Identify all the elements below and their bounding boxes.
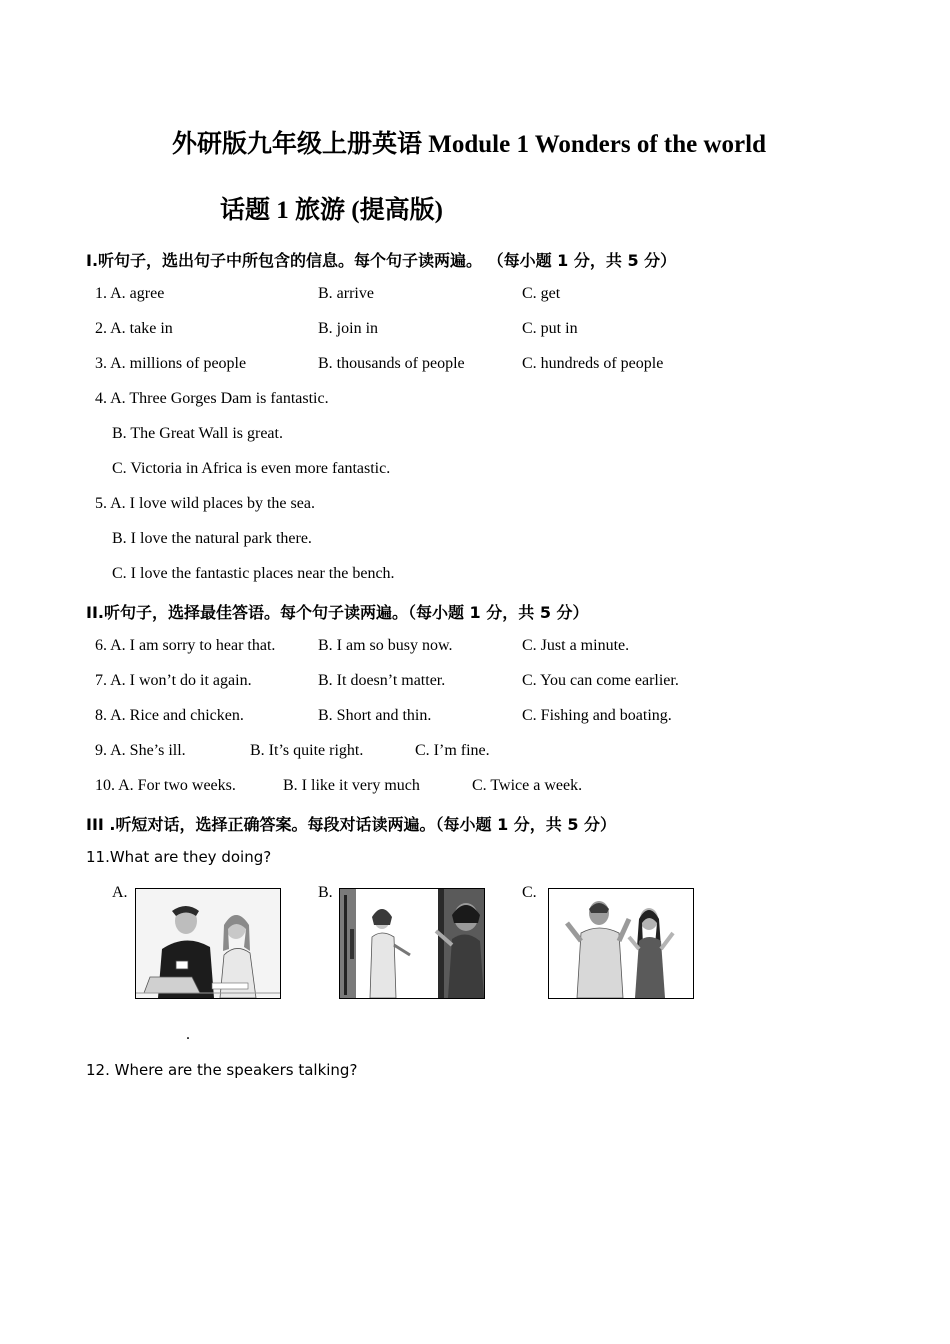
q1-option-c: C. get [522, 285, 561, 302]
q4-option-c: C. Victoria in Africa is even more fantastic. [112, 460, 391, 477]
title-line-2: 话题 1 旅游 (提高版) [220, 197, 443, 224]
q5-option-b: B. I love the natural park there. [112, 530, 312, 547]
q3-option-b: B. thousands of people [318, 355, 465, 372]
q9-option-a: 9. A. She’s ill. [95, 742, 186, 759]
q11-text: 11.What are they doing? [86, 848, 272, 866]
q10-option-a: 10. A. For two weeks. [95, 777, 236, 794]
q1-option-a: 1. A. agree [95, 285, 165, 302]
q1-option-b: B. arrive [318, 285, 374, 302]
section-2-heading: II.听句子，选择最佳答语。每个句子读两遍。（每小题 1 分，共 5 分） [86, 603, 589, 622]
q6-option-b: B. I am so busy now. [318, 637, 453, 654]
q8-option-a: 8. A. Rice and chicken. [95, 707, 244, 724]
q11-label-a: A. [112, 884, 128, 901]
q9-option-c: C. I’m fine. [415, 742, 490, 759]
q11-label-c: C. [522, 884, 537, 901]
q9-option-b: B. It’s quite right. [250, 742, 364, 759]
q4-option-b: B. The Great Wall is great. [112, 425, 283, 442]
q7-option-c: C. You can come earlier. [522, 672, 679, 689]
q10-option-c: C. Twice a week. [472, 777, 583, 794]
q4-option-a: 4. A. Three Gorges Dam is fantastic. [95, 390, 329, 407]
q11-picture-a [135, 888, 281, 999]
q11-picture-c [548, 888, 694, 999]
stray-dot: . [186, 1026, 190, 1043]
q6-option-a: 6. A. I am sorry to hear that. [95, 637, 276, 654]
q3-option-c: C. hundreds of people [522, 355, 664, 372]
q2-option-c: C. put in [522, 320, 578, 337]
section-1-heading: I.听句子，选出句子中所包含的信息。每个句子读两遍。 （每小题 1 分，共 5 分） [86, 251, 677, 270]
q7-option-b: B. It doesn’t matter. [318, 672, 446, 689]
title-line-1: 外研版九年级上册英语 Module 1 Wonders of the world [172, 131, 766, 158]
q7-option-a: 7. A. I won’t do it again. [95, 672, 252, 689]
q5-option-c: C. I love the fantastic places near the bench. [112, 565, 395, 582]
q2-option-b: B. join in [318, 320, 379, 337]
q11-picture-b [339, 888, 485, 999]
q3-option-a: 3. A. millions of people [95, 355, 247, 372]
q8-option-c: C. Fishing and boating. [522, 707, 672, 724]
q10-option-b: B. I like it very much [283, 777, 420, 794]
q8-option-b: B. Short and thin. [318, 707, 432, 724]
q5-option-a: 5. A. I love wild places by the sea. [95, 495, 315, 512]
q6-option-c: C. Just a minute. [522, 637, 630, 654]
q2-option-a: 2. A. take in [95, 320, 173, 337]
section-3-heading: III .听短对话，选择正确答案。每段对话读两遍。（每小题 1 分，共 5 分） [86, 815, 617, 834]
q11-label-b: B. [318, 884, 333, 901]
q12-text: 12. Where are the speakers talking? [86, 1061, 358, 1079]
